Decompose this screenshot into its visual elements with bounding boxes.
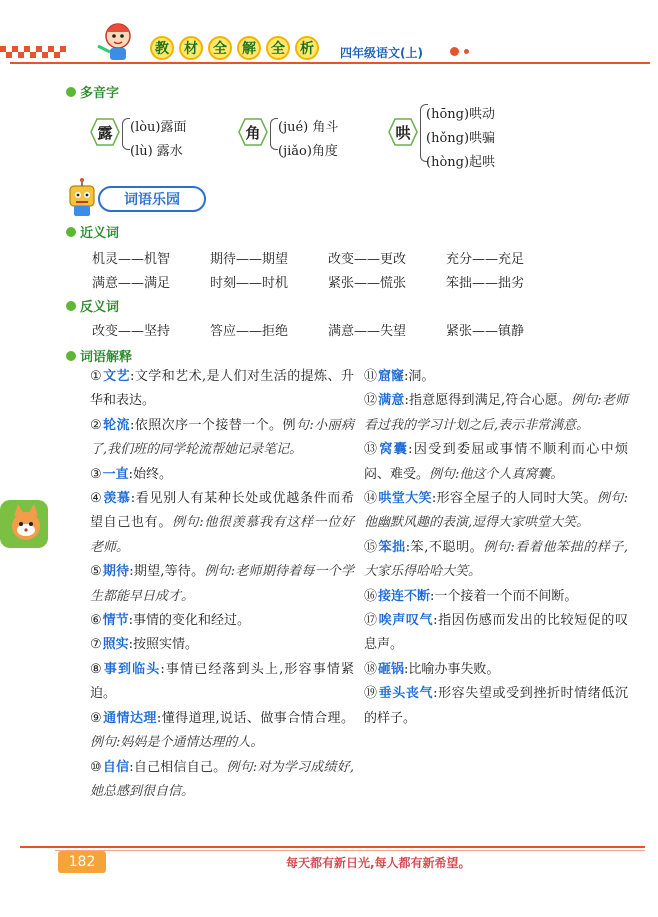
footer-motto: 每天都有新日光,每人都有新希望。	[286, 856, 471, 870]
reading: (jué) 角斗	[278, 120, 339, 135]
reading: (jiǎo)角度	[278, 144, 338, 159]
polyphonic-char: 角	[238, 118, 268, 146]
reading: (hòng)起哄	[426, 155, 496, 170]
bullet-dot-icon	[66, 87, 76, 97]
fox-mascot-icon	[0, 500, 48, 548]
page-header	[0, 0, 658, 80]
word-explanation: ⑬窝囊:因受到委屈或事情不顺利而心中烦闷、难受。例句:他这个人真窝囊。	[364, 442, 628, 482]
word-explanation: ①文艺:文学和艺术,是人们对生活的提炼、升华和表达。	[90, 369, 355, 409]
brace	[270, 118, 278, 150]
section-heading-explanations: 词语解释	[66, 346, 132, 365]
word-pair: 紧张——镇静	[446, 324, 525, 339]
title-char: 教	[150, 36, 174, 60]
decor-dot	[464, 49, 469, 54]
title-char: 全	[266, 36, 290, 60]
word-park-banner	[64, 178, 214, 220]
word-explanation: ③一直:始终。	[90, 466, 173, 482]
word-explanation: ⑨通情达理:懂得道理,说话、做事合情合理。例句:妈妈是个通情达理的人。	[90, 710, 354, 751]
section-heading-antonyms: 反义词	[66, 296, 119, 315]
section-heading-polyphonic: 多音字	[66, 82, 119, 101]
mascot-icon	[92, 16, 142, 64]
word-pair: 满意——失望	[328, 324, 407, 339]
word-explanation: ④羡慕:看见别人有某种长处或优越条件而希望自己也有。例句:他很羡慕我有这样一位好老师。	[90, 491, 354, 555]
word-pair: 时刻——时机	[210, 276, 289, 291]
title-char: 材	[179, 36, 203, 60]
word-explanation: ②轮流:依照次序一个接替一个。例句:小丽病了,我们班的同学轮流帮她记录笔记。	[90, 417, 354, 458]
title-char: 析	[295, 36, 319, 60]
reading: (hōng)哄动	[426, 107, 496, 122]
word-explanation: ⑰唉声叹气:指因伤感而发出的比较短促的叹息声。	[364, 613, 628, 653]
synonym-row	[92, 248, 564, 267]
polyphonic-char: 哄	[388, 118, 418, 146]
reading: (hǒng)哄骗	[426, 131, 496, 146]
antonym-row	[92, 320, 564, 339]
word-pair: 满意——满足	[92, 276, 171, 291]
bullet-dot-icon	[66, 301, 76, 311]
word-pair: 答应——拒绝	[210, 324, 289, 339]
word-explanation: ⑫满意:指意愿得到满足,符合心愿。例句:老师看过我的学习计划之后,表示非常满意。	[364, 393, 628, 433]
decor-dot	[450, 47, 459, 56]
word-pair: 改变——坚持	[92, 324, 171, 339]
explanations-left-column	[90, 365, 354, 804]
word-pair: 紧张——慌张	[328, 276, 407, 291]
word-explanation: ⑦照实:按照实情。	[90, 637, 199, 653]
explanations-right-column	[364, 365, 628, 731]
reading: (lòu)露面	[130, 120, 187, 135]
word-explanation: ⑱砸锅:比喻办事失败。	[364, 661, 500, 677]
page-number: 182	[58, 851, 106, 873]
word-explanation: ⑭哄堂大笑:形容全屋子的人同时大笑。例句:他幽默风趣的表演,逗得大家哄堂大笑。	[364, 491, 628, 531]
word-explanation: ⑯接连不断:一个接着一个而不间断。	[364, 588, 578, 604]
brace	[122, 118, 130, 150]
word-explanation: ⑩自信:自己相信自己。例句:对为学习成绩好,她总感到很自信。	[90, 759, 354, 799]
footer-rule-thin	[55, 850, 645, 851]
word-pair: 改变——更改	[328, 252, 407, 267]
title-char: 全	[208, 36, 232, 60]
bullet-dot-icon	[66, 227, 76, 237]
reading: (lù) 露水	[130, 144, 183, 159]
word-explanation: ⑤期待:期望,等待。例句:老师期待着每一个学生都能早日成才。	[90, 564, 354, 604]
word-pair: 充分——充足	[446, 252, 525, 267]
book-title	[150, 36, 319, 60]
word-park-title: 词语乐园	[98, 186, 206, 212]
bullet-dot-icon	[66, 351, 76, 361]
title-char: 解	[237, 36, 261, 60]
grade-subtitle: 四年级语文(上)	[340, 46, 423, 60]
footer-rule	[20, 846, 645, 848]
word-pair: 期待——期望	[210, 252, 289, 267]
section-heading-synonyms: 近义词	[66, 222, 119, 241]
word-explanation: ⑧事到临头:事情已经落到头上,形容事情紧迫。	[90, 661, 354, 702]
word-explanation: ⑮笨拙:笨,不聪明。例句:看着他笨拙的样子,大家乐得哈哈大笑。	[364, 539, 628, 580]
word-pair: 笨拙——拙劣	[446, 276, 525, 291]
word-explanation: ⑥情节:事情的变化和经过。	[90, 613, 251, 629]
polyphonic-char: 露	[90, 118, 120, 146]
synonym-row	[92, 272, 564, 291]
word-explanation: ⑪窟窿:洞。	[364, 369, 435, 384]
checker-pattern	[0, 46, 70, 60]
word-explanation: ⑲垂头丧气:形容失望或受到挫折时情绪低沉的样子。	[364, 686, 628, 726]
word-pair: 机灵——机智	[92, 252, 171, 267]
